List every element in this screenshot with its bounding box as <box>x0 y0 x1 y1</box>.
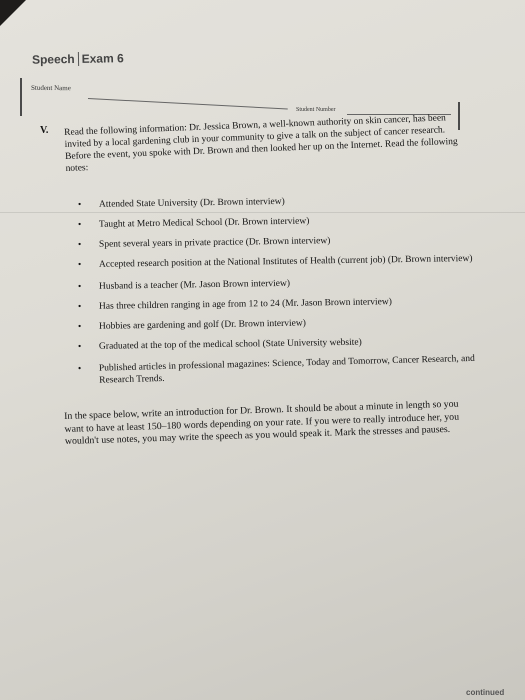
page-corner-shadow <box>0 0 26 26</box>
note-text: Accepted research position at the National Institutes of Health (current job) (Dr. Brown interview) <box>98 253 473 270</box>
course-title: Speech <box>31 52 75 67</box>
continued-label: continued <box>466 688 505 697</box>
section-numeral: V. <box>40 125 49 136</box>
exam-title: Exam 6 <box>81 51 124 66</box>
page-header <box>32 51 124 67</box>
bullet-icon: • <box>77 364 82 375</box>
note-text: Husband is a teacher (Mr. Jason Brown interview) <box>98 278 291 292</box>
list-item <box>78 353 479 387</box>
list-item <box>78 193 478 211</box>
bullet-icon: • <box>77 302 82 313</box>
student-name-label: Student Name <box>30 83 71 93</box>
list-item <box>78 335 478 353</box>
student-name-field[interactable] <box>88 98 288 109</box>
list-item <box>78 315 478 333</box>
bullet-icon: • <box>77 240 82 251</box>
list-item <box>78 295 478 313</box>
section-intro: Read the following information: Dr. Jessica Brown, a well-known authority on skin cancer, has been invited by a local gardening club in your community to give a talk on the subject of cancer research. Before the event, you spoke with Dr. Brown and then looked her up on the Internet. Read the following notes: <box>64 113 458 174</box>
list-item <box>78 233 478 251</box>
note-text: Published articles in professional magazines: Science, Today and Tomorrow, Cancer Research, and Research Trends. <box>98 353 475 386</box>
bullet-icon: • <box>77 220 82 231</box>
note-text: Taught at Metro Medical School (Dr. Brown interview) <box>98 216 310 230</box>
student-number-label: Student Number <box>296 107 336 113</box>
writing-instructions: In the space below, write an introduction for Dr. Brown. It should be about a minute in length so you want to have at least 150–180 words depending on your rate. If you were to really introduce her, you wouldn't use notes, you may write the speech as you would speak it. Mark the stresses and pauses. <box>64 398 460 447</box>
notes-list <box>77 196 478 386</box>
note-text: Hobbies are gardening and golf (Dr. Brown interview) <box>98 318 306 332</box>
note-text: Has three children ranging in age from 12 to 24 (Mr. Jason Brown interview) <box>98 297 392 312</box>
list-item <box>78 213 478 231</box>
bullet-icon: • <box>77 342 82 353</box>
bullet-icon: • <box>77 282 82 293</box>
list-item <box>78 275 478 293</box>
bullet-icon: • <box>77 200 82 211</box>
bullet-icon: • <box>77 260 82 271</box>
header-divider <box>78 52 79 66</box>
margin-bar-left <box>20 78 22 116</box>
note-text: Spent several years in private practice (Dr. Brown interview) <box>98 236 331 250</box>
bullet-icon: • <box>77 322 82 333</box>
note-text: Attended State University (Dr. Brown interview) <box>98 196 285 210</box>
note-text: Graduated at the top of the medical school (State University website) <box>98 337 362 352</box>
list-item <box>78 253 479 271</box>
